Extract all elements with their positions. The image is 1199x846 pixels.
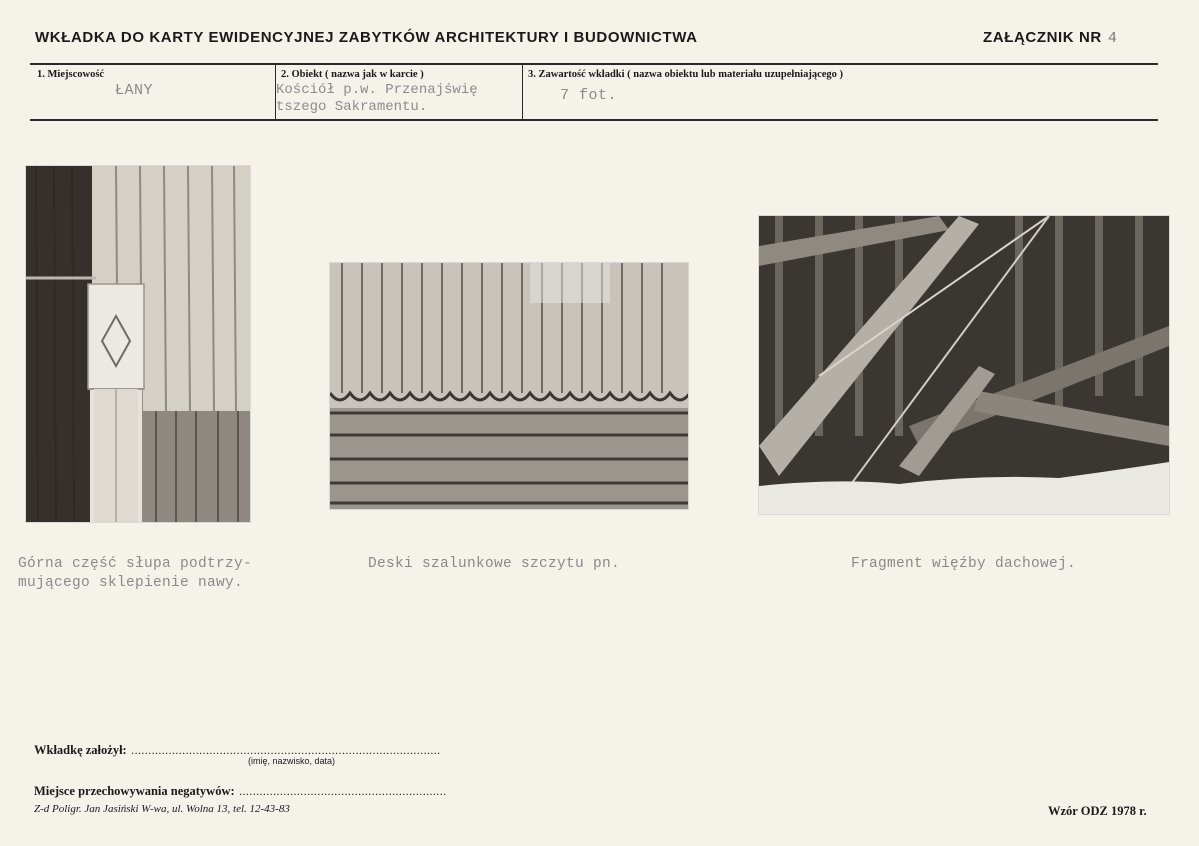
photo-caption-1-line2: mującego sklepienie nawy. — [18, 575, 244, 591]
template-id: Wzór ODZ 1978 r. — [1048, 804, 1147, 818]
object-value-line2: tszego Sakramentu. — [276, 99, 428, 115]
table-bottom-rule — [30, 119, 1158, 121]
negatives-row — [34, 782, 447, 800]
photo-caption-2: Deski szalunkowe szczytu pn. — [368, 556, 621, 572]
photo-roof-truss — [758, 215, 1170, 515]
document-title: WKŁADKA DO KARTY EWIDENCYJNEJ ZABYTKÓW ARCHITEKTURY I BUDOWNICTWA — [35, 29, 698, 46]
author-dots: ........................................................................................... — [131, 743, 441, 757]
author-row — [34, 741, 441, 759]
annex-number: 4 — [1107, 30, 1118, 47]
author-hint: (imię, nazwisko, data) — [248, 756, 336, 766]
object-value-line1: Kościół p.w. Przenajświę — [276, 82, 478, 98]
object-label: 2. Obiekt ( nazwa jak w karcie ) — [281, 69, 424, 80]
locality-label: 1. Miejscowość — [37, 69, 105, 80]
photo-caption-1-line1: Górna część słupa podtrzy- — [18, 556, 253, 572]
table-top-rule — [30, 63, 1158, 65]
photo-caption-1 — [18, 555, 252, 593]
photo-column-top — [25, 165, 251, 523]
author-label: Wkładkę założył: — [34, 743, 127, 757]
photo-gable-boards — [329, 262, 689, 510]
photo-caption-3: Fragment więźby dachowej. — [851, 556, 1077, 572]
negatives-dots: ............................................................. — [239, 784, 447, 798]
annex-label-text: ZAŁĄCZNIK NR — [983, 29, 1102, 46]
negatives-label: Miejsce przechowywania negatywów: — [34, 784, 235, 798]
column-divider-2 — [522, 64, 523, 120]
locality-value: ŁANY — [115, 82, 154, 99]
contents-label: 3. Zawartość wkładki ( nazwa obiektu lub materiału uzupełniającego ) — [528, 69, 844, 80]
printer-info: Z-d Poligr. Jan Jasiński W-wa, ul. Wolna 13, tel. 12-43-83 — [34, 803, 290, 815]
contents-value: 7 fot. — [560, 87, 618, 104]
annex-label — [983, 29, 1117, 47]
